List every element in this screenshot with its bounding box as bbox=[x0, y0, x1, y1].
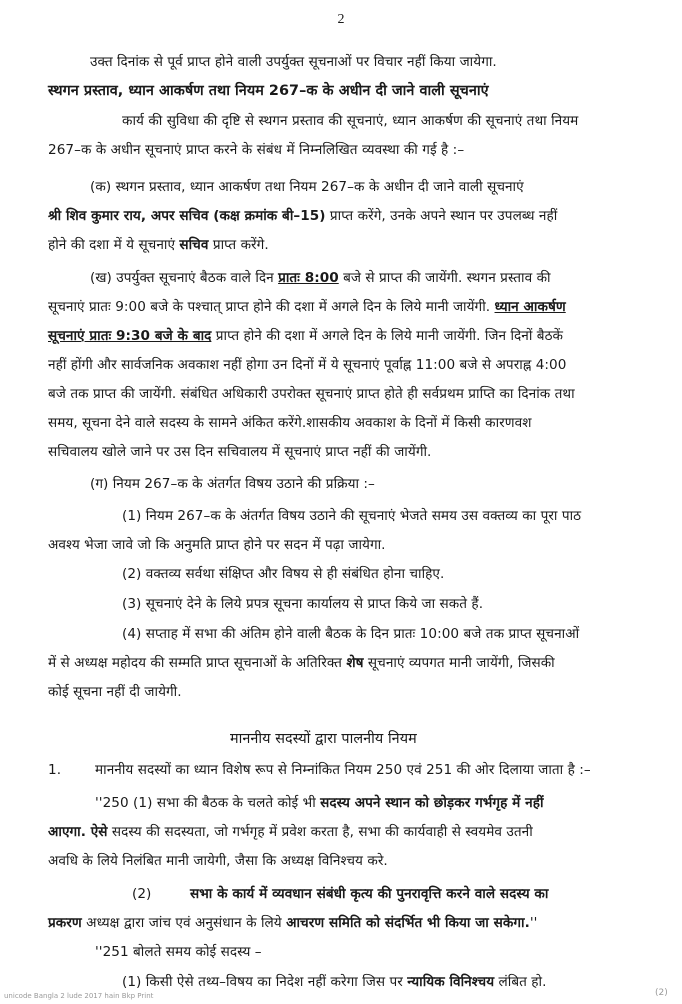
clause-kha-line7: सचिवालय खोले जाने पर उस दिन सचिवालय में सूचनाएं प्राप्त नहीं की जायेंगी. bbox=[48, 444, 432, 460]
clause-ga-item2: (2) वक्तव्य सर्वथा संक्षिप्त और विषय से ही संबंधित होना चाहिए. bbox=[122, 566, 445, 582]
para-a-line2: 267–क के अधीन सूचनाएं प्राप्त करने के संबंध में निम्नलिखित व्यवस्था की गई है :– bbox=[48, 142, 465, 158]
rule251-line1: ''251 बोलते समय कोई सदस्य – bbox=[95, 944, 262, 960]
rule250-sub2-line2: प्रकरण अध्यक्ष द्वारा जांच एवं अनुसंधान के लिये आचरण समिति को संदर्भित भी किया जा सकेगा.'' bbox=[48, 915, 538, 931]
clause-ga-item1-line1: (1) नियम 267–क के अंतर्गत विषय उठाने की सूचनाएं भेजते समय उस वक्तव्य का पूरा पाठ bbox=[122, 508, 582, 524]
clause-ga-item4-line1: (4) सप्ताह में सभा की अंतिम होने वाली बैठक के दिन प्रातः 10:00 बजे तक प्राप्त सूचनाओं bbox=[122, 626, 580, 642]
clause-ga-item3: (3) सूचनाएं देने के लिये प्रपत्र सूचना कार्यालय से प्राप्त किये जा सकते हैं. bbox=[122, 596, 484, 612]
item1-text: माननीय सदस्यों का ध्यान विशेष रूप से निम्नांकित नियम 250 एवं 251 की ओर दिलाया जाता है :– bbox=[95, 762, 591, 778]
intro-line: उक्त दिनांक से पूर्व प्राप्त होने वाली उपर्युक्त सूचनाओं पर विचार नहीं किया जायेगा. bbox=[90, 54, 497, 70]
clause-kha-line2: सूचनाएं प्रातः 9:00 बजे के पश्चात् प्राप्त होने की दशा में अगले दिन के लिये मानी जायेंगी. ध्यान आकर्षण bbox=[48, 299, 566, 315]
clause-ka-line2: श्री शिव कुमार राय, अपर सचिव (कक्ष क्रमांक बी–15) प्राप्त करेंगे, उनके अपने स्थान पर उपलब्ध नहीं bbox=[48, 208, 558, 224]
rule250-line3: अवधि के लिये निलंबित मानी जायेगी, जैसा कि अध्यक्ष विनिश्चय करे. bbox=[48, 853, 388, 869]
clause-ga-line1: (ग) नियम 267–क के अंतर्गत विषय उठाने की प्रक्रिया :– bbox=[90, 476, 375, 492]
clause-kha-line3: सूचनाएं प्रातः 9:30 बजे के बाद प्राप्त होने की दशा में अगले दिन के लिये मानी जायेंगी. जिन दिनों बैठकें bbox=[48, 328, 564, 344]
page-number: 2 bbox=[337, 12, 345, 27]
section1-heading: स्थगन प्रस्ताव, ध्यान आकर्षण तथा नियम 267–क के अधीन दी जाने वाली सूचनाएं bbox=[48, 83, 489, 99]
clause-ka-line3: होने की दशा में ये सूचनाएं सचिव प्राप्त करेंगे. bbox=[48, 237, 269, 253]
footer-file-path: unicode Bangla 2 lude 2017 hain Bkp Print bbox=[4, 992, 154, 1000]
clause-kha-line1: (ख) उपर्युक्त सूचनाएं बैठक वाले दिन प्रातः 8:00 बजे से प्राप्त की जायेंगी. स्थगन प्रस्ताव की bbox=[90, 270, 551, 286]
para-a-line1: कार्य की सुविधा की दृष्टि से स्थगन प्रस्ताव की सूचनाएं, ध्यान आकर्षण की सूचनाएं तथा नियम bbox=[122, 113, 579, 129]
footer-page-ref: (2) bbox=[655, 988, 668, 998]
officer-name: श्री शिव कुमार राय, अपर सचिव (कक्ष क्रमांक बी–15) bbox=[48, 208, 326, 224]
clause-ga-item4-line3: कोई सूचना नहीं दी जायेगी. bbox=[48, 684, 182, 700]
rule250-line2: आएगा. ऐसे सदस्य की सदस्यता, जो गर्भगृह में प्रवेश करता है, सभा की कार्यवाही से स्वयमेव उतनी bbox=[48, 824, 533, 840]
clause-kha-line6: समय, सूचना देने वाले सदस्य के सामने अंकित करेंगे.शासकीय अवकाश के दिनों में किसी कारणवश bbox=[48, 415, 532, 431]
rule251-item1: (1) किसी ऐसे तथ्य–विषय का निदेश नहीं करेगा जिस पर न्यायिक विनिश्चय लंबित हो. bbox=[122, 974, 547, 990]
rule250-line1: ''250 (1) सभा की बैठक के चलते कोई भी सदस्य अपने स्थान को छोड़कर गर्भगृह में नहीं bbox=[95, 795, 544, 811]
rule250-sub2-line1: सभा के कार्य में व्यवधान संबंधी कृत्य की पुनरावृत्ति करने वाले सदस्य का bbox=[190, 886, 549, 902]
clause-kha-line5: बजे तक प्राप्त की जायेंगी. संबंधित अधिकारी उपरोक्त सूचनाएं प्राप्त होते ही सर्वप्रथम प्राप्ति का दिनांक तथा bbox=[48, 386, 575, 402]
clause-ka-line1: (क) स्थगन प्रस्ताव, ध्यान आकर्षण तथा नियम 267–क के अधीन दी जाने वाली सूचनाएं bbox=[90, 179, 524, 195]
section2-heading: माननीय सदस्यों द्वारा पालनीय नियम bbox=[230, 731, 417, 747]
item1-number: 1. bbox=[48, 762, 62, 778]
clause-kha-line4: नहीं होंगी और सार्वजनिक अवकाश नहीं होगा उन दिनों में ये सूचनाएं पूर्वाह्न 11:00 बजे से अपराह्न 4:00 bbox=[48, 357, 567, 373]
clause-ga-item4-line2: में से अध्यक्ष महोदय की सम्मति प्राप्त सूचनाओं के अतिरिक्त शेष सूचनाएं व्यपगत मानी जायेंगी, जिसकी bbox=[48, 655, 555, 671]
clause-ga-item1-line2: अवश्य भेजा जावे जो कि अनुमति प्राप्त होने पर सदन में पढ़ा जायेगा. bbox=[48, 537, 386, 553]
rule250-sub2-number: (2) bbox=[132, 886, 152, 902]
